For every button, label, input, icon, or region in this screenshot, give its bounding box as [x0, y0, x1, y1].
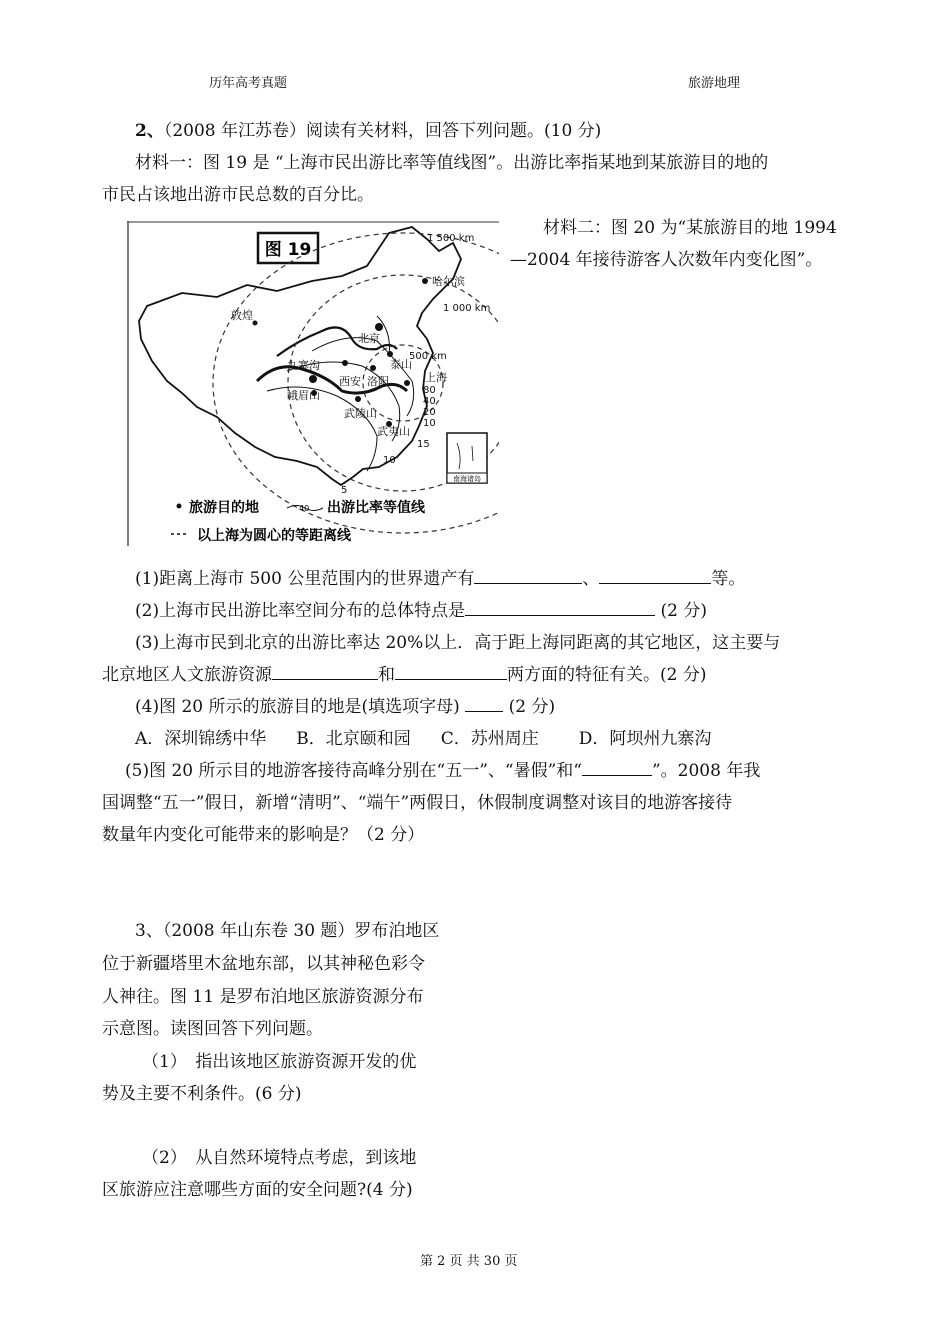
legend-iso-number: 40	[299, 504, 310, 513]
city-wuyishan: 武夷山	[377, 425, 410, 438]
header-right: 旅游地理	[688, 76, 741, 91]
option-d[interactable]: D．阿坝州九寨沟	[578, 729, 712, 749]
q2-sub1-sep: 、	[582, 569, 600, 589]
q2-sub4-text: (4)图 20 所示的旅游目的地是(填选项字母)	[135, 697, 460, 717]
iso-value-10b: 10	[383, 455, 396, 466]
option-b[interactable]: B．北京颐和园	[296, 729, 411, 749]
city-taishan: 泰山	[390, 358, 412, 371]
q2-sub3-end: 两方面的特征有关。(2 分)	[507, 665, 707, 685]
q2-sub1	[135, 563, 745, 596]
city-luoyang: 洛阳	[367, 375, 389, 388]
city-jiuzhaigou: 九寨沟	[287, 359, 320, 372]
q2-title	[135, 115, 601, 148]
q2-sub2-end: (2 分)	[660, 601, 707, 621]
material-1-line2: 市民占该地出游市民总数的百分比。	[102, 185, 374, 205]
header-left: 历年高考真题	[209, 76, 288, 91]
option-a[interactable]: A．深圳锦绣中华	[135, 729, 267, 749]
iso-value-5: 5	[341, 485, 348, 496]
q2-sub1-end: 等。	[711, 569, 746, 589]
answer-blank[interactable]	[465, 597, 655, 616]
q2-sub1-text: (1)距离上海市 500 公里范围内的世界遗产有	[135, 569, 475, 589]
q2-sub5-line1	[125, 755, 760, 788]
answer-blank[interactable]	[465, 693, 503, 712]
iso-value-80: 80	[423, 385, 436, 396]
figure-19-map	[127, 221, 499, 546]
answer-blank[interactable]	[272, 661, 378, 680]
q3-line1: 3、（2008 年山东卷 30 题）罗布泊地区	[135, 921, 440, 941]
q3-line2: 位于新疆塔里木盆地东部，以其神秘色彩令	[102, 954, 425, 974]
answer-blank[interactable]	[395, 661, 507, 680]
distance-label-1500: 1 500 km	[427, 233, 475, 244]
q2-instruction: 阅读有关材料，回答下列问题。(10 分)	[306, 121, 602, 141]
city-emeishan: 峨眉山	[287, 389, 320, 402]
q3-sub2-line2: 区旅游应注意哪些方面的安全问题?(4 分)	[102, 1180, 413, 1200]
distance-label-500: 500 km	[409, 351, 447, 362]
distance-label-1000: 1 000 km	[443, 303, 491, 314]
city-wulingshan: 武陵山	[344, 407, 377, 420]
legend-isoline: 出游比率等值线	[327, 500, 425, 516]
q2-sub5-text-b: ”。2008 年我	[651, 761, 761, 781]
q3-line4: 示意图。读图回答下列问题。	[102, 1019, 323, 1039]
answer-blank[interactable]	[582, 757, 652, 776]
legend-distance: 以上海为圆心的等距离线	[197, 528, 351, 544]
city-harbin: 哈尔滨	[432, 275, 465, 288]
q2-sub2	[135, 595, 707, 628]
option-c[interactable]: C．苏州周庄	[440, 729, 539, 749]
city-shanghai: 上海	[425, 371, 447, 384]
legend-destination: 旅游目的地	[189, 500, 259, 516]
iso-value-15: 15	[417, 439, 430, 450]
city-dunhuang: 敦煌	[231, 309, 253, 322]
material-2-line1: 材料二：图 20 为“某旅游目的地 1994	[543, 218, 837, 238]
q2-sub3-mid: 和	[378, 665, 395, 685]
q2-sub3-line2	[102, 659, 706, 692]
q2-sub2-text: (2)上海市民出游比率空间分布的总体特点是	[135, 601, 466, 621]
answer-blank[interactable]	[599, 565, 711, 584]
q3-sub2-line1: （2） 从自然环境特点考虑，到该地	[142, 1148, 417, 1168]
q2-sub5-text: (5)图 20 所示目的地游客接待高峰分别在“五一”、“暑假”和“	[125, 761, 582, 781]
material-1-line1: 材料一：图 19 是 “上海市民出游比率等值线图”。出游比率指某地到某旅游目的地的	[135, 153, 769, 173]
map-title: 图 19	[264, 240, 312, 260]
q2-number: 2、	[135, 121, 164, 141]
city-xian: 西安	[339, 375, 361, 388]
iso-value-10a: 10	[423, 418, 436, 429]
q3-sub1-line2: 势及主要不利条件。(6 分)	[102, 1084, 302, 1104]
q3-line3: 人神往。图 11 是罗布泊地区旅游资源分布	[102, 987, 424, 1007]
q2-source: （2008 年江苏卷）	[163, 121, 307, 141]
iso-value-40: 40	[423, 396, 436, 407]
q2-sub3-text: 北京地区人文旅游资源	[102, 665, 272, 685]
q2-sub4-end: (2 分)	[508, 697, 556, 717]
q2-sub5-line2: 国调整“五一”假日，新增“清明”、“端午”两假日，休假制度调整对该目的地游客接待	[102, 793, 733, 813]
page-number: 第 2 页 共 30 页	[420, 1254, 518, 1269]
legend-dot-icon	[177, 504, 182, 509]
q2-sub3-line1: (3)上海市民到北京的出游比率达 20%以上．高于距上海同距离的其它地区，这主要与	[135, 633, 781, 653]
city-beijing: 北京	[358, 332, 380, 345]
q2-sub4-options	[135, 723, 711, 756]
inset-label: 南海诸岛	[453, 475, 481, 483]
answer-blank[interactable]	[474, 565, 582, 584]
iso-value-20: 20	[423, 407, 436, 418]
q3-sub1-line1: （1） 指出该地区旅游资源开发的优	[142, 1052, 417, 1072]
q2-sub4	[135, 691, 555, 724]
q2-sub5-line3: 数量年内变化可能带来的影响是？（2 分）	[102, 825, 425, 845]
material-2-line2: —2004 年接待游客人次数年内变化图”。	[510, 250, 823, 270]
